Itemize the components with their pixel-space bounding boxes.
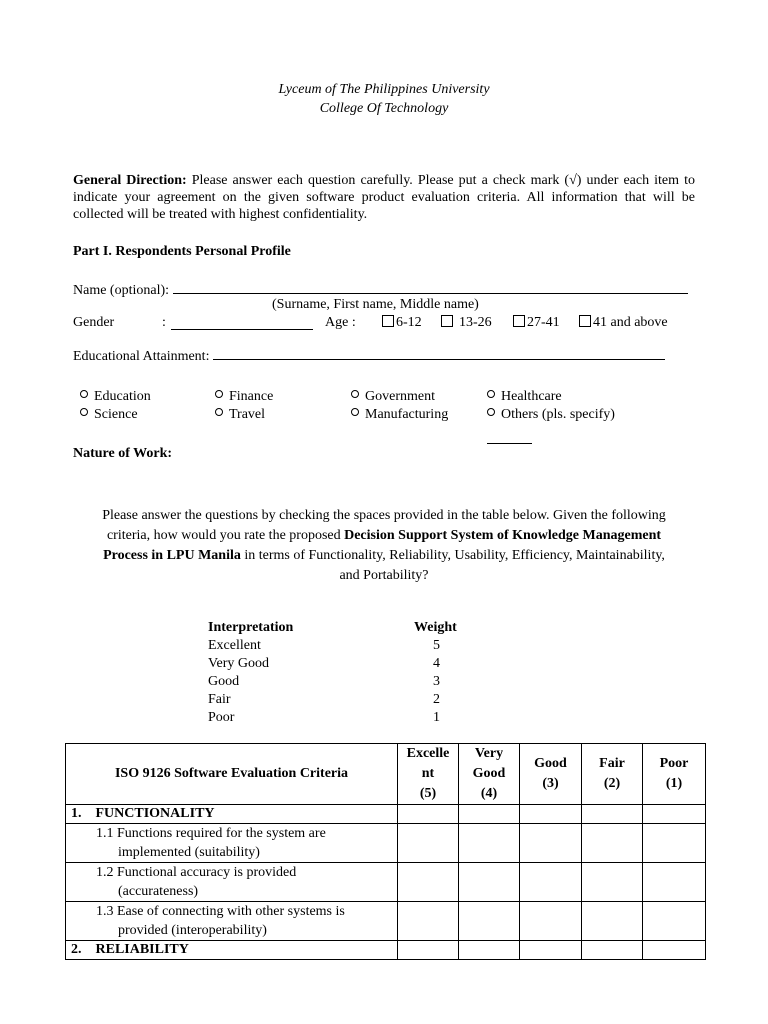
checkbox-icon (513, 315, 525, 327)
part1-title: Part I. Respondents Personal Profile (73, 244, 291, 259)
checkbox-icon (382, 315, 394, 327)
instructions-line: criteria, how would you rate the proposed Decision Support System of Knowledge Management (106, 528, 662, 543)
rating-cell[interactable] (520, 863, 582, 902)
radio-circle-icon (80, 408, 88, 416)
field-option[interactable]: Finance (215, 389, 273, 405)
college-title: College Of Technology (319, 101, 449, 116)
table-section-row (66, 941, 706, 960)
rating-cell[interactable] (582, 824, 643, 863)
col-verygood-header: Very Good (4) (459, 744, 520, 805)
rating-cell[interactable] (520, 902, 582, 941)
rating-cell[interactable] (643, 941, 706, 960)
age-option-4[interactable]: 41 and above (579, 315, 668, 331)
rating-cell[interactable] (520, 941, 582, 960)
rating-cell[interactable] (520, 805, 582, 824)
direction-text: Please answer each question carefully. Please put a check mark (√) under each item to indicate your agreement on the given software product evaluation criteria. All information that will be collected will be treated with highest confidentiality. (73, 173, 695, 222)
scale-weight: 5 (433, 638, 440, 653)
table-row (66, 824, 706, 863)
university-title: Lyceum of The Philippines University (278, 82, 490, 97)
scale-header-weight: Weight (414, 620, 457, 635)
instructions-line: and Portability? (339, 568, 429, 583)
gender-colon: : (162, 315, 166, 330)
scale-weight: 2 (433, 692, 440, 707)
rating-cell[interactable] (520, 824, 582, 863)
name-row (73, 279, 688, 299)
criterion-item: 1.1 Functions required for the system are implemented (suitability) (66, 824, 398, 863)
col-good-header: Good (3) (520, 744, 582, 805)
table-row (66, 863, 706, 902)
name-field[interactable] (173, 279, 688, 294)
table-row (66, 902, 706, 941)
radio-circle-icon (215, 390, 223, 398)
rating-cell[interactable] (643, 824, 706, 863)
rating-cell[interactable] (643, 863, 706, 902)
scale-weight: 3 (433, 674, 440, 689)
radio-circle-icon (215, 408, 223, 416)
field-option[interactable]: Manufacturing (351, 407, 448, 423)
scale-label: Very Good (208, 656, 270, 671)
radio-circle-icon (487, 408, 495, 416)
education-label: Educational Attainment: (73, 349, 210, 364)
education-field[interactable] (213, 345, 665, 360)
direction-label: General Direction: (73, 173, 187, 188)
instructions-line: Process in LPU Manila in terms of Functionality, Reliability, Usability, Efficiency, Maintainability, (103, 548, 665, 563)
rating-cell[interactable] (582, 805, 643, 824)
age-option-3[interactable]: 27-41 (513, 315, 560, 331)
scale-weight: 4 (433, 656, 440, 671)
scale-header-interpretation: Interpretation (208, 620, 294, 635)
field-option[interactable]: Government (351, 389, 435, 405)
scale-weight: 1 (433, 710, 440, 725)
name-label: Name (optional): (73, 283, 170, 298)
checkbox-icon (579, 315, 591, 327)
evaluation-table (65, 743, 706, 960)
rating-cell[interactable] (459, 941, 520, 960)
radio-circle-icon (351, 390, 359, 398)
rating-cell[interactable] (398, 902, 459, 941)
scale-label: Fair (208, 692, 231, 707)
rating-cell[interactable] (459, 824, 520, 863)
section-title: 1. FUNCTIONALITY (66, 805, 398, 824)
field-option[interactable]: Travel (215, 407, 265, 423)
checkbox-icon (441, 315, 453, 327)
table-header-row (66, 744, 706, 805)
scale-label: Excellent (208, 638, 261, 653)
education-row (73, 345, 665, 365)
criterion-item: 1.3 Ease of connecting with other systems is provided (interoperability) (66, 902, 398, 941)
gender-field[interactable] (171, 315, 313, 330)
scale-label: Poor (208, 710, 235, 725)
rating-cell[interactable] (459, 805, 520, 824)
rating-cell[interactable] (582, 902, 643, 941)
rating-cell[interactable] (459, 863, 520, 902)
rating-cell[interactable] (398, 805, 459, 824)
rating-cell[interactable] (582, 941, 643, 960)
field-option[interactable]: Science (80, 407, 138, 423)
criterion-item: 1.2 Functional accuracy is provided (accurateness) (66, 863, 398, 902)
col-fair-header: Fair (2) (582, 744, 643, 805)
rating-cell[interactable] (398, 824, 459, 863)
rating-cell[interactable] (582, 863, 643, 902)
age-option-2[interactable]: 13-26 (441, 315, 492, 331)
age-label: Age : (325, 315, 356, 330)
rating-cell[interactable] (398, 941, 459, 960)
radio-circle-icon (351, 408, 359, 416)
instructions-line: Please answer the questions by checking the spaces provided in the table below. Given the following (102, 508, 666, 523)
col-poor-header: Poor (1) (643, 744, 706, 805)
rating-cell[interactable] (643, 805, 706, 824)
scale-label: Good (208, 674, 240, 689)
field-option[interactable]: Education (80, 389, 151, 405)
gender-label: Gender (73, 315, 115, 330)
section-title: 2. RELIABILITY (66, 941, 398, 960)
radio-circle-icon (487, 390, 495, 398)
rating-cell[interactable] (398, 863, 459, 902)
nature-of-work-label: Nature of Work: (73, 446, 173, 461)
name-hint: (Surname, First name, Middle name) (272, 297, 479, 312)
criteria-header: ISO 9126 Software Evaluation Criteria (66, 744, 398, 805)
age-option-1[interactable]: 6-12 (382, 315, 422, 331)
rating-cell[interactable] (643, 902, 706, 941)
field-option[interactable]: Others (pls. specify) (487, 407, 615, 423)
instructions (80, 506, 688, 586)
radio-circle-icon (80, 390, 88, 398)
table-section-row (66, 805, 706, 824)
rating-cell[interactable] (459, 902, 520, 941)
field-option[interactable]: Healthcare (487, 389, 562, 405)
others-specify-field[interactable] (487, 429, 532, 444)
general-direction (73, 172, 695, 223)
col-excellent-header: Excelle nt (5) (398, 744, 459, 805)
